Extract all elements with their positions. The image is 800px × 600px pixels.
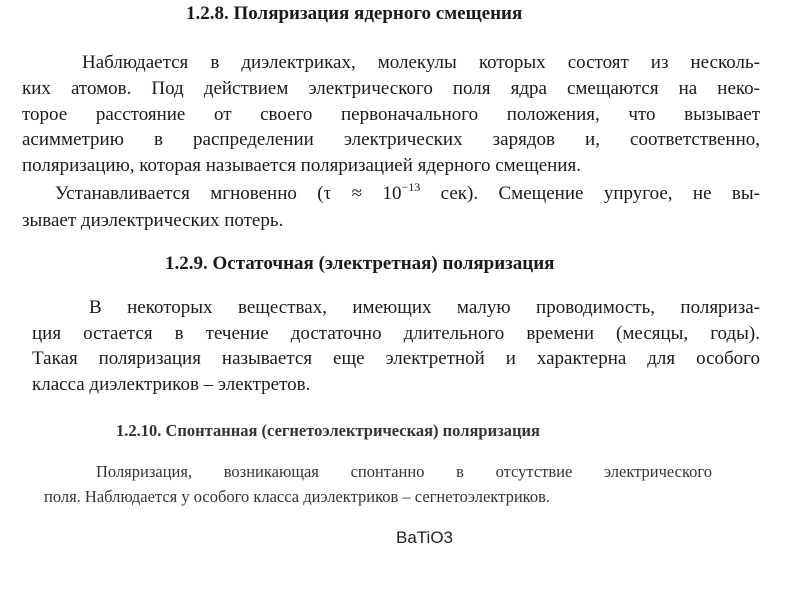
- paragraph-line: торое расстояние от своего первоначального положения, что вызывает: [22, 103, 760, 125]
- paragraph-line: Такая поляризация называется еще электретной и характерна для особого: [32, 348, 760, 370]
- paragraph-line: [22, 180, 760, 207]
- paragraph-line: поля. Наблюдается у особого класса диэлектриков – сегнетоэлектриков.: [44, 487, 550, 506]
- text-after-exponent: сек). Смещение упругое, не вы-: [420, 183, 760, 204]
- paragraph-instant-establishment: [22, 180, 760, 234]
- section-heading-1-2-8: 1.2.8. Поляризация ядерного смещения: [186, 3, 523, 24]
- paragraph-line: В некоторых веществах, имеющих малую проводимость, поляриза-: [89, 297, 760, 318]
- paragraph-line: Поляризация, возникающая спонтанно в отсутствие электрического: [96, 462, 712, 481]
- paragraph-spontaneous-polarization: [44, 459, 712, 509]
- section-heading-1-2-10: 1.2.10. Спонтанная (сегнетоэлектрическая) поляризация: [116, 421, 540, 440]
- section-heading-1-2-9: 1.2.9. Остаточная (электретная) поляризация: [165, 253, 555, 274]
- paragraph-line: ких атомов. Под действием электрического поля ядра смещаются на неко-: [22, 77, 760, 99]
- paragraph-line: поляризацию, которая называется поляризацией ядерного смещения.: [22, 155, 581, 177]
- paragraph-line: Наблюдается в диэлектриках, молекулы которых состоят из несколь-: [82, 52, 760, 73]
- text-before-exponent: Устанавливается мгновенно (τ ≈ 10: [55, 183, 402, 204]
- paragraph-residual-polarization: [32, 295, 760, 398]
- chemical-formula-label: BaTiO3: [396, 528, 454, 547]
- paragraph-line: ция остается в течение достаточно длительного времени (месяцы, годы).: [32, 322, 760, 344]
- paragraph-nuclear-displacement: [22, 50, 760, 179]
- exponent: −13: [401, 179, 421, 194]
- paragraph-line: класса диэлектриков – электретов.: [32, 374, 311, 396]
- paragraph-line: асимметрию в распределении электрических зарядов и, соответственно,: [22, 129, 760, 151]
- paragraph-line: зывает диэлектрических потерь.: [22, 210, 284, 231]
